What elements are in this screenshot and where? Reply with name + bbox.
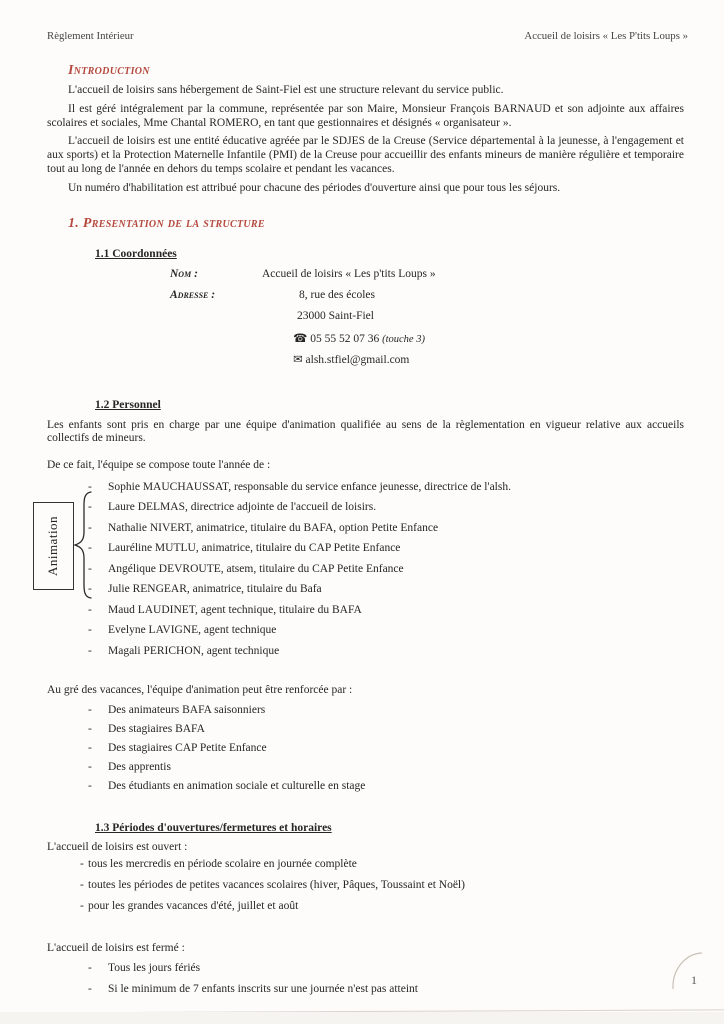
- reinforcement-row: [47, 779, 684, 798]
- bullet-dash: -: [80, 900, 84, 913]
- address-line-1: 8, rue des écoles: [299, 288, 375, 301]
- phone-row: [293, 331, 425, 345]
- bullet-dash: -: [88, 562, 92, 575]
- team-member-row: [47, 582, 684, 603]
- bullet-dash: -: [88, 480, 92, 493]
- contact-phone-row: [47, 331, 684, 352]
- bullet-dash: -: [88, 501, 92, 514]
- open-intro-line: L'accueil de loisirs est ouvert :: [47, 841, 188, 854]
- page-number-area: [660, 945, 720, 1007]
- team-member-text: Maud LAUDINET, agent technique, titulaire du BAFA: [108, 603, 362, 616]
- bullet-dash: -: [88, 742, 92, 755]
- team-member-text: Angélique DEVROUTE, atsem, titulaire du CAP Petite Enfance: [108, 562, 404, 575]
- open-item-text: pour les grandes vacances d'été, juillet et août: [88, 900, 299, 913]
- bullet-dash: -: [88, 521, 92, 534]
- contact-email-row: [47, 352, 684, 373]
- closed-item-text: Si le minimum de 7 enfants inscrits sur une journée n'est pas atteint: [108, 982, 418, 995]
- team-member-text: Magali PERICHON, agent technique: [108, 644, 280, 657]
- reinforcement-text: Des animateurs BAFA saisonniers: [108, 704, 266, 717]
- reinforcement-text: Des stagiaires CAP Petite Enfance: [108, 742, 267, 755]
- email-address: alsh.stfiel@gmail.com: [305, 353, 410, 366]
- coordonnees-heading: 1.1 Coordonnées: [95, 247, 177, 260]
- reinforcement-text: Des stagiaires BAFA: [108, 723, 205, 736]
- closed-intro-line: L'accueil de loisirs est fermé :: [47, 942, 185, 955]
- team-member-row: [47, 623, 684, 644]
- open-list: [47, 857, 684, 920]
- open-item-row: [47, 857, 684, 878]
- bullet-dash: -: [88, 723, 92, 736]
- page-number: 1: [691, 973, 697, 987]
- intro-paragraph-3: L'accueil de loisirs est une entité éducative agréée par le SDJES de la Creuse (Service départemental à la jeunesse, à l'engagement et aux sports) et la Protection Maternelle Infantile (PMI) de la Creuse pour accueillir des enfants mineurs de manière régulière et temporaire tout au long de l'année en dehors du temps scolaire et pendant les vacances.: [47, 135, 684, 175]
- header-right-title: Accueil de loisirs « Les P'tits Loups »: [524, 30, 688, 42]
- team-member-text: Nathalie NIVERT, animatrice, titulaire du BAFA, option Petite Enfance: [108, 521, 439, 534]
- bullet-dash: -: [88, 961, 92, 974]
- page-header: [0, 0, 724, 42]
- reinforcement-text: Des étudiants en animation sociale et culturelle en stage: [108, 780, 366, 793]
- personnel-heading: 1.2 Personnel: [95, 398, 161, 411]
- phone-icon: ☎: [293, 330, 308, 345]
- header-left-title: Règlement Intérieur: [47, 30, 134, 42]
- bullet-dash: -: [88, 603, 92, 616]
- intro-heading: Introduction: [68, 63, 150, 78]
- open-item-row: [47, 878, 684, 899]
- envelope-icon: ✉: [293, 351, 303, 366]
- reinforcement-intro-line: Au gré des vacances, l'équipe d'animation peut être renforcée par :: [47, 684, 353, 697]
- bullet-dash: -: [80, 879, 84, 892]
- closed-item-row: [47, 982, 684, 1003]
- open-item-text: tous les mercredis en période scolaire en journée complète: [88, 858, 357, 871]
- address-label: Adresse :: [170, 288, 216, 301]
- bullet-dash: -: [88, 761, 92, 774]
- intro-paragraph-4: Un numéro d'habilitation est attribué pour chacune des périodes d'ouverture ainsi que pour tous les séjours.: [68, 181, 561, 194]
- team-member-row: [47, 562, 684, 583]
- team-member-row: [47, 644, 684, 665]
- animation-group-label: Animation: [45, 515, 61, 577]
- contact-block: [47, 268, 684, 373]
- team-member-text: Sophie MAUCHAUSSAT, responsable du service enfance jeunesse, directrice de l'alsh.: [108, 480, 511, 493]
- team-member-text: Lauréline MUTLU, animatrice, titulaire du CAP Petite Enfance: [108, 542, 401, 555]
- reinforcement-row: [47, 703, 684, 722]
- animation-brace: [73, 490, 93, 600]
- team-member-row: [47, 480, 684, 501]
- section1-heading: 1. Presentation de la structure: [68, 215, 265, 231]
- contact-address-row: [47, 289, 684, 310]
- bullet-dash: -: [88, 780, 92, 793]
- bullet-dash: -: [88, 624, 92, 637]
- bullet-dash: -: [88, 542, 92, 555]
- reinforcement-row: [47, 741, 684, 760]
- email-row: [293, 352, 409, 366]
- team-member-text: Julie RENGEAR, animatrice, titulaire du Bafa: [108, 583, 322, 596]
- closed-item-row: [47, 961, 684, 982]
- contact-name-row: [47, 268, 684, 289]
- bullet-dash: -: [88, 982, 92, 995]
- team-member-row: [47, 521, 684, 542]
- address-line-2: 23000 Saint-Fiel: [297, 309, 374, 322]
- paper-edge-shadow: [0, 1012, 724, 1024]
- periodes-heading: 1.3 Périodes d'ouvertures/fermetures et horaires: [95, 822, 332, 835]
- intro-paragraph-2: Il est géré intégralement par la commune, représentée par son Maire, Monsieur François BARNAUD et son adjointe aux affaires scolaires et sociales, Mme Chantal ROMERO, en tant que gestionnaires et désignés « organisateur ».: [47, 102, 684, 129]
- phone-number: 05 55 52 07 36: [310, 332, 380, 345]
- reinforcement-row: [47, 722, 684, 741]
- bullet-dash: -: [80, 858, 84, 871]
- reinforcement-text: Des apprentis: [108, 761, 171, 774]
- team-member-text: Evelyne LAVIGNE, agent technique: [108, 624, 277, 637]
- bullet-dash: -: [88, 583, 92, 596]
- team-member-row: [47, 541, 684, 562]
- team-list: [47, 480, 684, 665]
- name-value: Accueil de loisirs « Les p'tits Loups »: [262, 267, 436, 280]
- intro-paragraph-1: L'accueil de loisirs sans hébergement de Saint-Fiel est une structure relevant du service public.: [68, 84, 504, 96]
- reinforcement-row: [47, 760, 684, 779]
- team-member-text: Laure DELMAS, directrice adjointe de l'accueil de loisirs.: [108, 501, 377, 514]
- closed-list: [47, 961, 684, 1003]
- page-content: [0, 63, 724, 1003]
- page-number-arc: [660, 945, 720, 1007]
- phone-note: (touche 3): [382, 333, 425, 345]
- name-label: Nom :: [170, 267, 198, 280]
- personnel-paragraph: Les enfants sont pris en charge par une équipe d'animation qualifiée au sens de la règlementation en vigueur relative aux accueils collectifs de mineurs.: [47, 418, 684, 445]
- open-item-text: toutes les périodes de petites vacances scolaires (hiver, Pâques, Toussaint et Noël): [88, 879, 465, 892]
- reinforcement-list: [47, 703, 684, 798]
- bullet-dash: -: [88, 704, 92, 717]
- bullet-dash: -: [88, 644, 92, 657]
- contact-city-row: [47, 310, 684, 331]
- team-member-row: [47, 603, 684, 624]
- closed-item-text: Tous les jours fériés: [108, 961, 201, 974]
- team-intro-line: De ce fait, l'équipe se compose toute l'année de :: [47, 459, 271, 472]
- open-item-row: [47, 899, 684, 920]
- team-member-row: [47, 500, 684, 521]
- animation-group-box: [33, 502, 74, 590]
